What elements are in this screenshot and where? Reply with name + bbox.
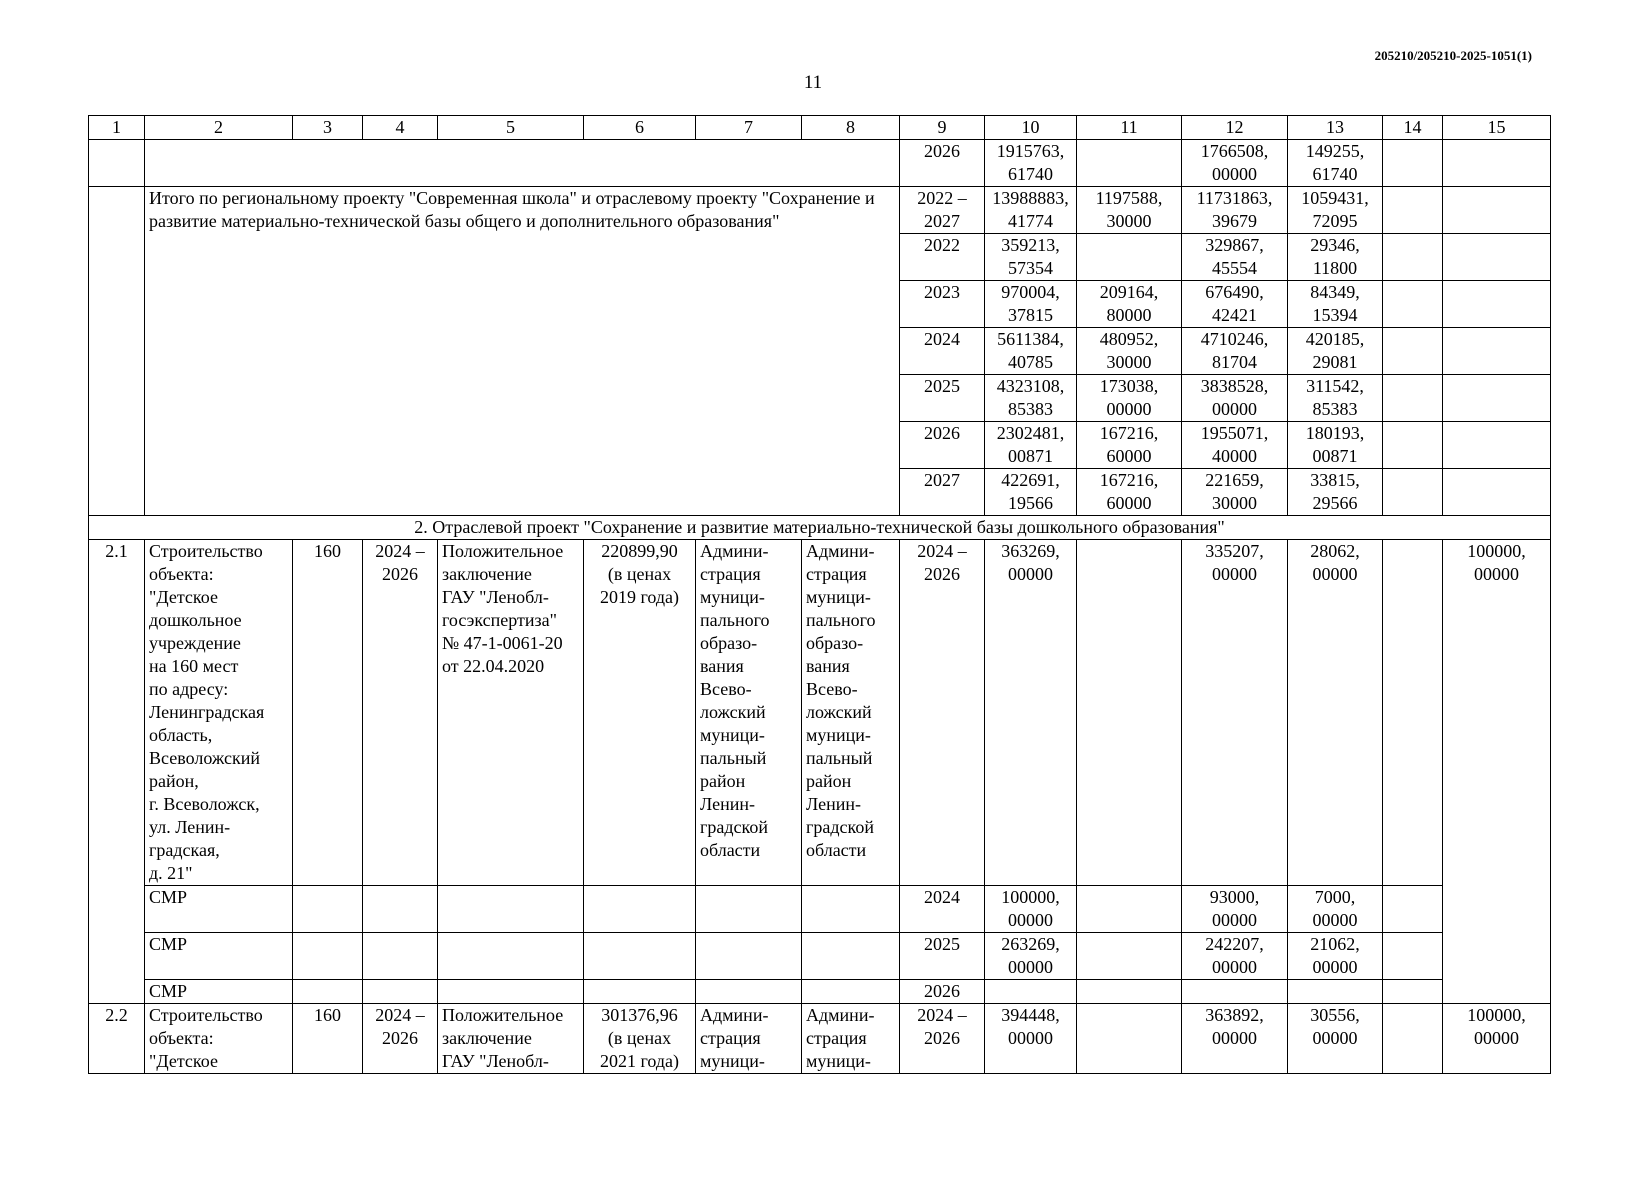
- total-c11: [1077, 234, 1182, 281]
- total-year: 2022: [900, 234, 985, 281]
- sub-c10: 263269, 00000: [985, 933, 1077, 980]
- item-c13: 30556, 00000: [1288, 1004, 1383, 1074]
- financing-table: [88, 115, 1551, 1074]
- item-c12: 363892, 00000: [1182, 1004, 1288, 1074]
- item-2-1-row: [89, 540, 1551, 886]
- total-c10: 13988883, 41774: [985, 187, 1077, 234]
- developer: Админи- страция муници- пального образо- вания Всево- ложский муници- пальный район Ленин- градской области: [802, 540, 900, 886]
- sub-label: СМР: [145, 933, 293, 980]
- sub-c13: 21062, 00000: [1288, 933, 1383, 980]
- col-header-2: 2: [145, 116, 293, 140]
- section-header-row: [89, 516, 1551, 540]
- carry-c12: 1766508, 00000: [1182, 140, 1288, 187]
- expertise: Положительное заключение ГАУ "Ленобл-: [438, 1004, 584, 1074]
- total-c12: 3838528, 00000: [1182, 375, 1288, 422]
- col-header-8: 8: [802, 116, 900, 140]
- total-year: 2025: [900, 375, 985, 422]
- sub-c10: 100000, 00000: [985, 886, 1077, 933]
- total-c10: 5611384, 40785: [985, 328, 1077, 375]
- carry-year: 2026: [900, 140, 985, 187]
- item-c10: 394448, 00000: [985, 1004, 1077, 1074]
- total-c10: 422691, 19566: [985, 469, 1077, 516]
- col-header-4: 4: [363, 116, 438, 140]
- col-header-10: 10: [985, 116, 1077, 140]
- sub-row: [89, 933, 1551, 980]
- customer: Админи- страция муници-: [696, 1004, 802, 1074]
- total-c13: 29346, 11800: [1288, 234, 1383, 281]
- construction-period: 2024 – 2026: [363, 1004, 438, 1074]
- sub-row: [89, 886, 1551, 933]
- construction-period: 2024 – 2026: [363, 540, 438, 886]
- total-c11: 173038, 00000: [1077, 375, 1182, 422]
- carry-over-row: [89, 140, 1551, 187]
- item-c11: [1077, 540, 1182, 886]
- document-id: 205210/205210-2025-1051(1): [1374, 48, 1532, 63]
- item-c15: 100000, 00000: [1443, 1004, 1551, 1074]
- total-c12: 221659, 30000: [1182, 469, 1288, 516]
- total-year: 2024: [900, 328, 985, 375]
- col-header-15: 15: [1443, 116, 1551, 140]
- section-2-title: 2. Отраслевой проект "Сохранение и развитие материально-технической базы дошкольного образования": [89, 516, 1551, 540]
- sub-c12: [1182, 980, 1288, 1004]
- item-c15: 100000, 00000: [1443, 540, 1551, 1004]
- total-c10: 359213, 57354: [985, 234, 1077, 281]
- sub-row: [89, 980, 1551, 1004]
- capacity: 160: [293, 540, 363, 886]
- total-year: 2022 – 2027: [900, 187, 985, 234]
- col-header-11: 11: [1077, 116, 1182, 140]
- col-header-12: 12: [1182, 116, 1288, 140]
- col-header-5: 5: [438, 116, 584, 140]
- sub-c10: [985, 980, 1077, 1004]
- total-year: 2026: [900, 422, 985, 469]
- object-name: Строительство объекта: "Детское: [145, 1004, 293, 1074]
- total-c12: 1955071, 40000: [1182, 422, 1288, 469]
- financing-years: 2024 – 2026: [900, 1004, 985, 1074]
- sub-c12: 242207, 00000: [1182, 933, 1288, 980]
- object-name: Строительство объекта: "Детское дошкольное учреждение на 160 мест по адресу: Ленинградская область, Всеволожский район, г. Всеволожск, ул. Ленин- градская, д. 21": [145, 540, 293, 886]
- total-c11: 480952, 30000: [1077, 328, 1182, 375]
- total-c12: 11731863, 39679: [1182, 187, 1288, 234]
- total-c13: 420185, 29081: [1288, 328, 1383, 375]
- item-c10: 363269, 00000: [985, 540, 1077, 886]
- total-c12: 329867, 45554: [1182, 234, 1288, 281]
- page-number: 11: [803, 72, 823, 93]
- total-c10: 4323108, 85383: [985, 375, 1077, 422]
- total-c11: 209164, 80000: [1077, 281, 1182, 328]
- financing-years: 2024 – 2026: [900, 540, 985, 886]
- expertise: Положительное заключение ГАУ "Ленобл- госэкспертиза" № 47-1-0061-20 от 22.04.2020: [438, 540, 584, 886]
- item-c12: 335207, 00000: [1182, 540, 1288, 886]
- total-row: [89, 187, 1551, 234]
- total-title: Итого по региональному проекту "Современная школа" и отраслевому проекту "Сохранение и развитие материально-технической базы общего и дополнительного образования": [145, 187, 900, 516]
- carry-c11: [1077, 140, 1182, 187]
- total-year: 2023: [900, 281, 985, 328]
- sub-year: 2026: [900, 980, 985, 1004]
- column-number-row: [89, 116, 1551, 140]
- total-c10: 970004, 37815: [985, 281, 1077, 328]
- total-c13: 33815, 29566: [1288, 469, 1383, 516]
- sub-label: СМР: [145, 886, 293, 933]
- sub-label: СМР: [145, 980, 293, 1004]
- col-header-14: 14: [1383, 116, 1443, 140]
- total-c13: 1059431, 72095: [1288, 187, 1383, 234]
- total-c10: 2302481, 00871: [985, 422, 1077, 469]
- total-c11: 167216, 60000: [1077, 422, 1182, 469]
- col-header-7: 7: [696, 116, 802, 140]
- customer: Админи- страция муници- пального образо- вания Всево- ложский муници- пальный район Ленин- градской области: [696, 540, 802, 886]
- item-number: 2.1: [89, 540, 145, 1004]
- estimated-cost: 220899,90 (в ценах 2019 года): [584, 540, 696, 886]
- col-header-9: 9: [900, 116, 985, 140]
- sub-year: 2024: [900, 886, 985, 933]
- total-c13: 84349, 15394: [1288, 281, 1383, 328]
- total-c13: 180193, 00871: [1288, 422, 1383, 469]
- col-header-13: 13: [1288, 116, 1383, 140]
- sub-c13: [1288, 980, 1383, 1004]
- col-header-1: 1: [89, 116, 145, 140]
- total-c12: 4710246, 81704: [1182, 328, 1288, 375]
- col-header-6: 6: [584, 116, 696, 140]
- total-c13: 311542, 85383: [1288, 375, 1383, 422]
- sub-c13: 7000, 00000: [1288, 886, 1383, 933]
- carry-c10: 1915763, 61740: [985, 140, 1077, 187]
- sub-year: 2025: [900, 933, 985, 980]
- total-c12: 676490, 42421: [1182, 281, 1288, 328]
- total-c11: 167216, 60000: [1077, 469, 1182, 516]
- sub-c12: 93000, 00000: [1182, 886, 1288, 933]
- developer: Админи- страция муници-: [802, 1004, 900, 1074]
- total-year: 2027: [900, 469, 985, 516]
- capacity: 160: [293, 1004, 363, 1074]
- item-c13: 28062, 00000: [1288, 540, 1383, 886]
- item-number: 2.2: [89, 1004, 145, 1074]
- col-header-3: 3: [293, 116, 363, 140]
- estimated-cost: 301376,96 (в ценах 2021 года): [584, 1004, 696, 1074]
- item-2-2-row: [89, 1004, 1551, 1074]
- carry-c13: 149255, 61740: [1288, 140, 1383, 187]
- total-c11: 1197588, 30000: [1077, 187, 1182, 234]
